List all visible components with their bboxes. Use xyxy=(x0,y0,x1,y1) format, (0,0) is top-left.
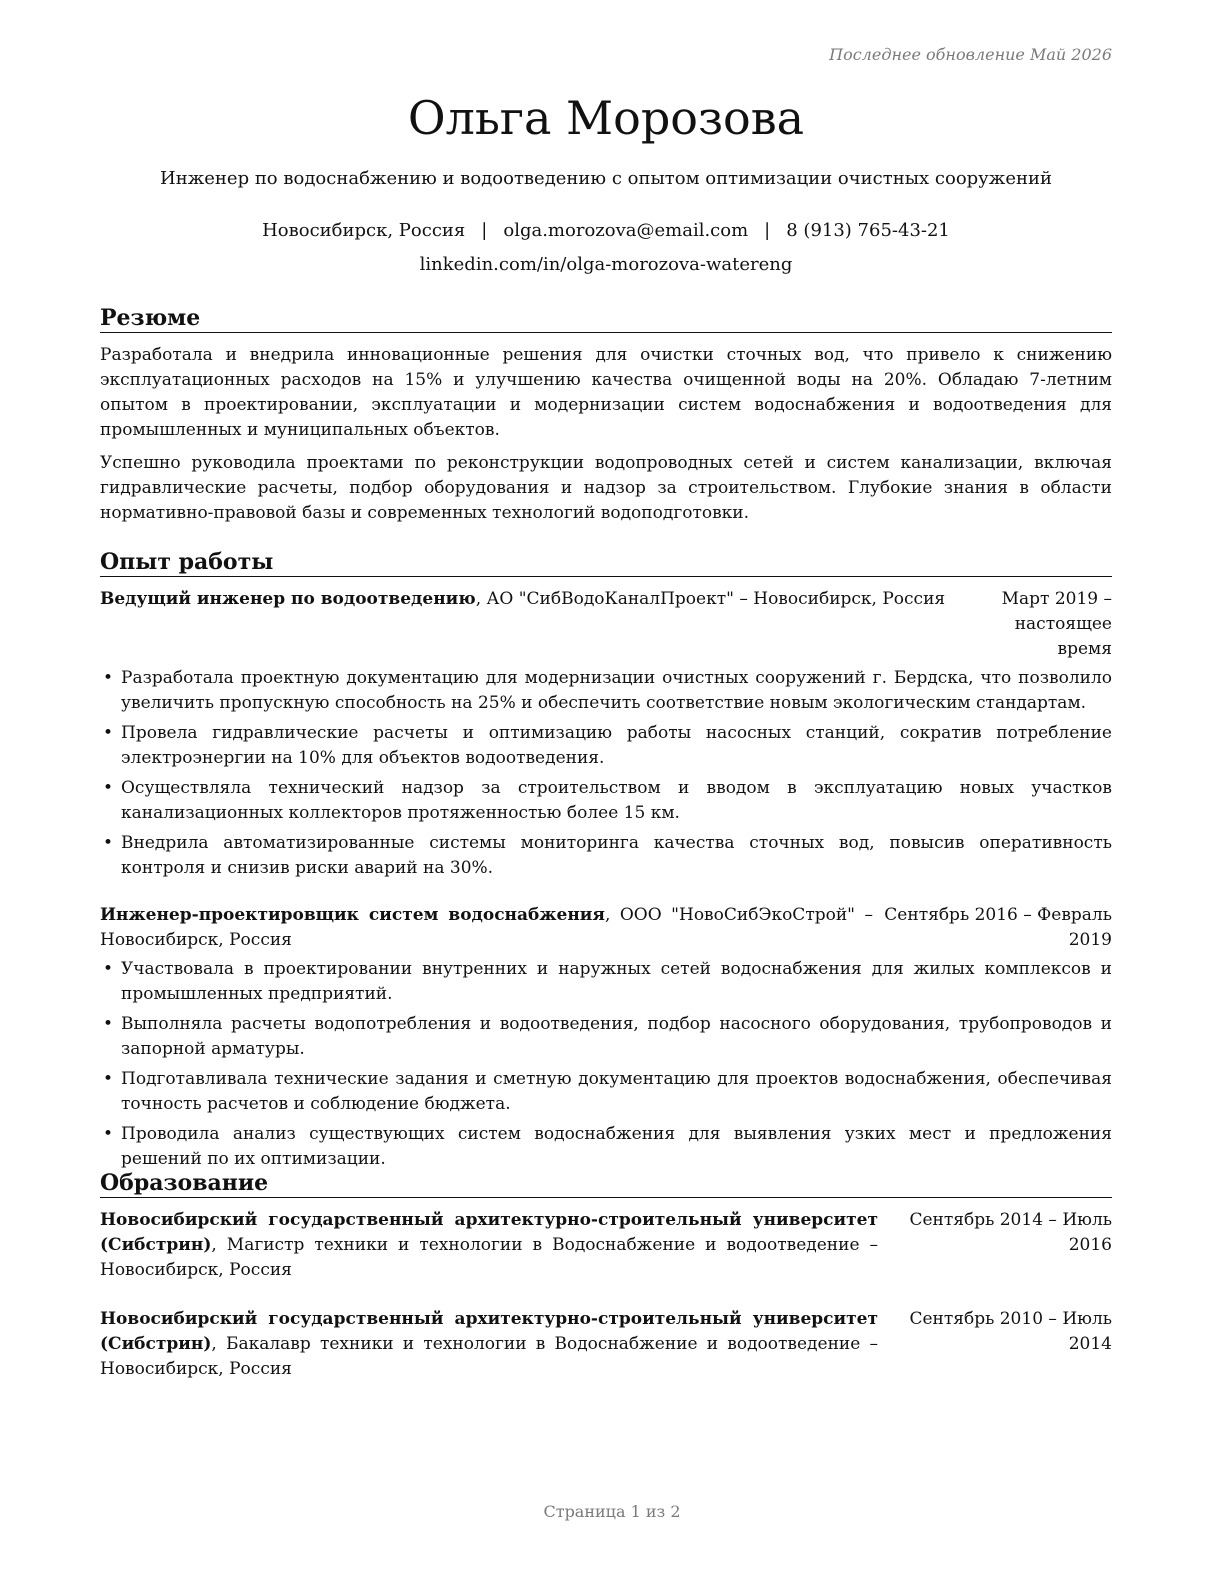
bullet-text: Проводила анализ существующих систем водоснабжения для выявления узких мест и предложения решений по их оптимизации. xyxy=(121,1124,1112,1169)
candidate-headline: Инженер по водоснабжению и водоотведению с опытом оптимизации очистных сооружений xyxy=(160,168,1052,189)
job-bullets xyxy=(100,957,1112,1172)
phone-text: 8 (913) 765-43-21 xyxy=(786,220,950,241)
bullet-text: Выполняла расчеты водопотребления и водоотведения, подбор насосного оборудования, трубопроводов и запорной арматуры. xyxy=(121,1014,1112,1059)
last-updated-note: Последнее обновление Май 2026 xyxy=(829,45,1112,64)
job-header xyxy=(100,587,1112,662)
job-entry xyxy=(100,903,1112,1172)
contact-separator: | xyxy=(764,220,771,241)
job-company: , АО "СибВодоКаналПроект" – Новосибирск, Россия xyxy=(475,589,946,609)
experience-section xyxy=(100,549,1112,1177)
bullet-text: Участвовала в проектировании внутренних и наружных сетей водоснабжения для жилых комплексов и промышленных предприятий. xyxy=(121,959,1112,1004)
list-item: • Провела гидравлические расчеты и оптимизацию работы насосных станций, сократив потребление электроэнергии на 10% для объектов водоотведения. xyxy=(103,723,1112,768)
summary-section xyxy=(100,305,1112,534)
contact-separator: | xyxy=(481,220,488,241)
job-position: Инженер-проектировщик систем водоснабжения xyxy=(100,905,605,925)
page-number: Страница 1 из 2 xyxy=(543,1502,681,1521)
education-institution: Новосибирский государственный архитектурно-строительный университет (Сибстрин) xyxy=(100,1309,878,1354)
location-text: Новосибирск, Россия xyxy=(262,220,466,241)
education-dates: Сентябрь 2010 – Июль 2014 xyxy=(909,1309,1112,1354)
job-header xyxy=(100,903,1112,953)
job-dates: Март 2019 – настоящее время xyxy=(1001,589,1112,659)
list-item: • Осуществляла технический надзор за строительством и вводом в эксплуатацию новых участков канализационных коллекторов протяженностью более 15 км. xyxy=(103,778,1112,823)
education-details: , Бакалавр техники и технологии в Водоснабжение и водоотведение – Новосибирск, Россия xyxy=(100,1334,878,1379)
job-position: Ведущий инженер по водоотведению xyxy=(100,589,476,609)
education-heading: Образование xyxy=(100,1170,1112,1198)
list-item: • Проводила анализ существующих систем водоснабжения для выявления узких мест и предложения решений по их оптимизации. xyxy=(103,1124,1112,1169)
job-entry xyxy=(100,587,1112,881)
education-title-line xyxy=(100,1208,882,1283)
job-title-line xyxy=(100,587,962,612)
bullet-text: Подготавливала технические задания и сметную документацию для проектов водоснабжения, обеспечивая точность расчетов и соблюдение бюджета. xyxy=(121,1069,1112,1114)
education-institution: Новосибирский государственный архитектурно-строительный университет (Сибстрин) xyxy=(100,1210,878,1255)
bullet-text: Провела гидравлические расчеты и оптимизацию работы насосных станций, сократив потребление электроэнергии на 10% для объектов водоотведения. xyxy=(121,723,1112,768)
list-item: • Подготавливала технические задания и сметную документацию для проектов водоснабжения, обеспечивая точность расчетов и соблюдение бюджета. xyxy=(103,1069,1112,1114)
experience-heading: Опыт работы xyxy=(100,549,1112,577)
bullet-text: Разработала проектную документацию для модернизации очистных сооружений г. Бердска, что позволило увеличить пропускную способность на 25% и обеспечить соответствие новым экологическим стандартам. xyxy=(121,668,1112,713)
education-entry xyxy=(100,1307,1112,1382)
education-dates: Сентябрь 2014 – Июль 2016 xyxy=(909,1210,1112,1255)
linkedin-link[interactable]: linkedin.com/in/olga-morozova-watereng xyxy=(419,254,793,275)
summary-heading: Резюме xyxy=(100,305,1112,333)
contact-line xyxy=(100,219,1112,243)
education-section xyxy=(100,1170,1112,1382)
summary-paragraph: Успешно руководила проектами по реконструкции водопроводных сетей и систем канализации, включая гидравлические расчеты, подбор оборудования и надзор за строительством. Глубокие знания в области нормативно-правовой базы и современных технологий водоподготовки. xyxy=(100,453,1112,523)
email-link[interactable]: olga.morozova@email.com xyxy=(503,220,749,241)
job-company: , ООО "НовоСибЭкоСтрой" – Новосибирск, Россия xyxy=(100,905,873,950)
education-title-line xyxy=(100,1307,882,1382)
list-item: • Выполняла расчеты водопотребления и водоотведения, подбор насосного оборудования, трубопроводов и запорной арматуры. xyxy=(103,1014,1112,1059)
list-item: • Участвовала в проектировании внутренних и наружных сетей водоснабжения для жилых комплексов и промышленных предприятий. xyxy=(103,959,1112,1004)
list-item: • Внедрила автоматизированные системы мониторинга качества сточных вод, повысив оперативность контроля и снизив риски аварий на 30%. xyxy=(103,833,1112,878)
candidate-name: Ольга Морозова xyxy=(407,91,805,145)
education-header xyxy=(100,1208,1112,1283)
list-item: • Разработала проектную документацию для модернизации очистных сооружений г. Бердска, что позволило увеличить пропускную способность на 25% и обеспечить соответствие новым экологическим стандартам. xyxy=(103,668,1112,713)
job-dates: Сентябрь 2016 – Февраль 2019 xyxy=(884,905,1112,950)
education-details: , Магистр техники и технологии в Водоснабжение и водоотведение – Новосибирск, Россия xyxy=(100,1235,878,1280)
bullet-text: Внедрила автоматизированные системы мониторинга качества сточных вод, повысив оперативность контроля и снизив риски аварий на 30%. xyxy=(121,833,1112,878)
summary-paragraph: Разработала и внедрила инновационные решения для очистки сточных вод, что привело к снижению эксплуатационных расходов на 15% и улучшению качества очищенной воды на 20%. Обладаю 7-летним опытом в проектировании, эксплуатации и модернизации систем водоснабжения и водоотведения для промышленных и муниципальных объектов. xyxy=(100,345,1112,440)
job-title-line xyxy=(100,903,877,953)
education-header xyxy=(100,1307,1112,1382)
education-entry xyxy=(100,1208,1112,1283)
bullet-text: Осуществляла технический надзор за строительством и вводом в эксплуатацию новых участков канализационных коллекторов протяженностью более 15 км. xyxy=(121,778,1112,823)
job-bullets xyxy=(100,666,1112,881)
